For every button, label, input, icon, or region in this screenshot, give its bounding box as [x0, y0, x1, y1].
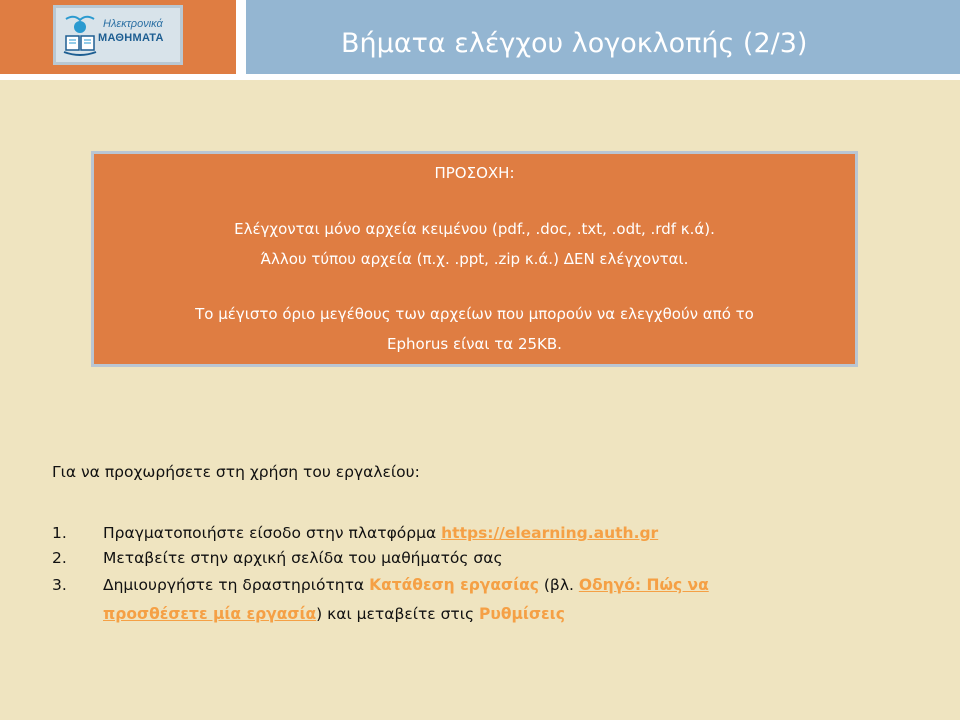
warning-box [91, 151, 858, 367]
step-1 [52, 524, 658, 542]
warning-line-excluded-types: Άλλου τύπου αρχεία (π.χ. .ppt, .zip κ.ά.) ΔΕΝ ελέγχονται. [260, 250, 689, 268]
settings-term: Ρυθμίσεις [479, 605, 565, 623]
step-1-number: 1. [52, 524, 67, 542]
elearning-logo[interactable] [53, 5, 183, 65]
step-2-number: 2. [52, 549, 67, 567]
step-3 [52, 576, 709, 594]
warning-line-ephorus: Ephorus είναι τα 25KB. [387, 335, 562, 353]
warning-heading: ΠΡΟΣΟΧΗ: [434, 164, 515, 182]
step-3-text-a: Δημιουργήστε τη δραστηριότητα [103, 576, 370, 594]
step-2 [52, 549, 503, 567]
title-block [246, 0, 960, 74]
guide-link-part2[interactable]: προσθέσετε μία εργασία [103, 605, 317, 623]
elearning-link[interactable]: https://elearning.auth.gr [441, 524, 659, 542]
warning-line-max-size: Το μέγιστο όριο μεγέθους των αρχείων που μπορούν να ελεγχθούν από το [195, 305, 754, 323]
logo-block [0, 0, 236, 74]
step-2-text: Μεταβείτε στην αρχική σελίδα του μαθήματός σας [103, 549, 503, 567]
step-3-continuation [103, 605, 565, 623]
logo-text-line2: ΜΑΘΗΜΑΤΑ [98, 32, 164, 44]
open-book-icon [60, 14, 100, 58]
step-3-number: 3. [52, 576, 67, 594]
guide-link-part1[interactable]: Οδηγό: Πώς να [578, 576, 709, 594]
warning-line-file-types: Ελέγχονται μόνο αρχεία κειμένου (pdf., .doc, .txt, .odt, .rdf κ.ά). [234, 220, 715, 238]
step-3-text-c: ) και μεταβείτε στις [316, 605, 480, 623]
logo-text-line1: Ηλεκτρονικά [103, 18, 163, 30]
page-title: Βήματα ελέγχου λογοκλοπής (2/3) [341, 28, 808, 59]
step-3-text-b: (βλ. [538, 576, 579, 594]
assignment-submission-term: Κατάθεση εργασίας [369, 576, 539, 594]
instructions-intro: Για να προχωρήσετε στη χρήση του εργαλείου: [52, 463, 420, 481]
header-bar [0, 0, 960, 80]
step-1-text: Πραγματοποιήστε είσοδο στην πλατφόρμα [103, 524, 442, 542]
